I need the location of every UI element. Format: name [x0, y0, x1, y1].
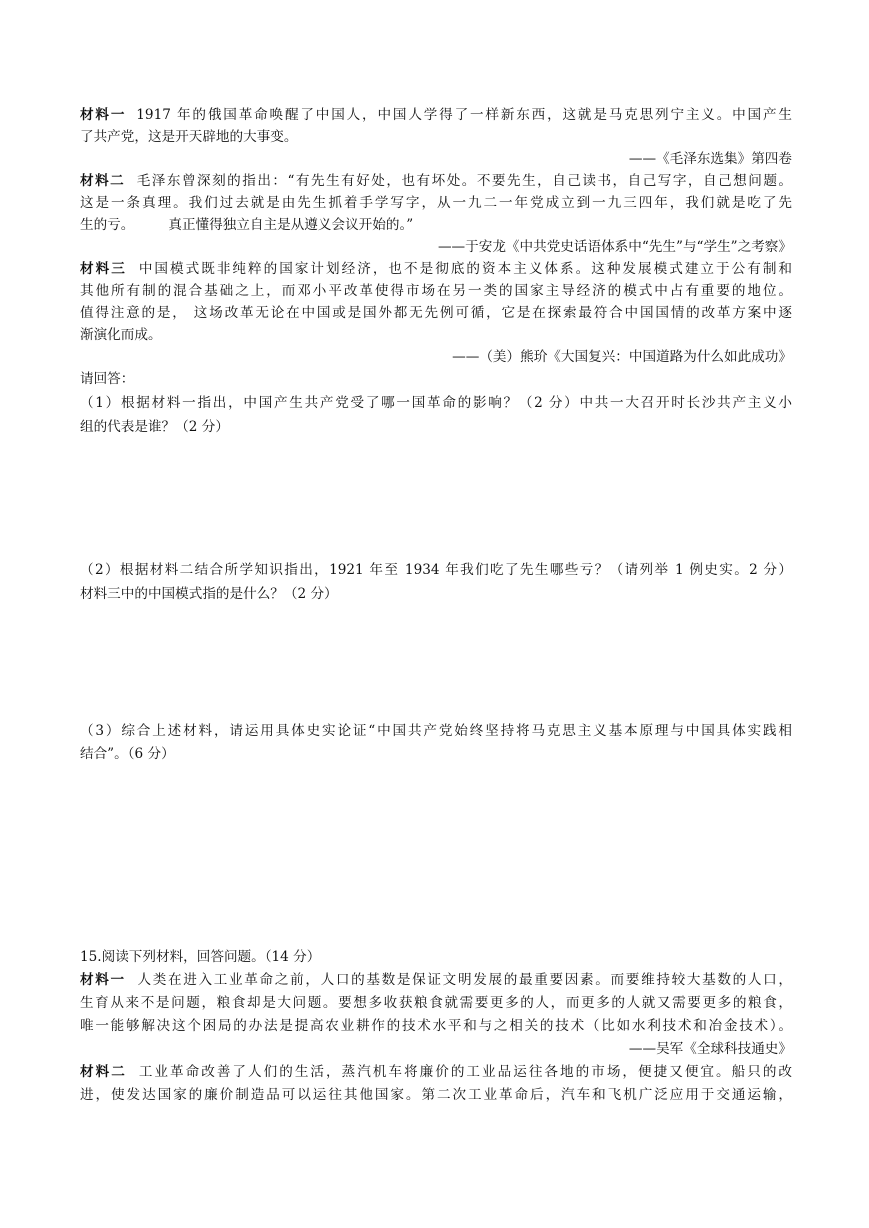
material-3-line-4: 渐演化而成。 [80, 327, 162, 343]
question-2-line-1: （2）根据材料二结合所学知识指出，1921 年至 1934 年我们吃了先生哪些亏？（请列举 1 例史实。2 分） [80, 562, 792, 578]
q15-material-2-line-2: 进，使发达国家的廉价制造品可以运往其他国家。第二次工业革命后，汽车和飞机广泛应用于交通运输， [80, 1087, 792, 1103]
material-2-text-3b: 真正懂得独立自主是从遵义会议开始的。” [168, 217, 414, 233]
question-1-line-1: （1）根据材料一指出，中国产生共产党受了哪一国革命的影响？（2 分）中共一大召开时长沙共产主义小 [80, 395, 792, 411]
material-3-line-3: 值得注意的是， 这场改革无论在中国或是国外都无先例可循，它是在探索最符合中国国情的改革方案中逐 [80, 305, 792, 321]
material-3-line-1 [80, 258, 792, 280]
material-2-label: 材料二 [80, 173, 126, 189]
material-1-label: 材料一 [80, 107, 127, 123]
material-2-line-3 [80, 214, 792, 236]
q15-material-2-line-1 [80, 1061, 792, 1083]
material-1-line-2: 了共产党，这是开天辟地的大事变。 [80, 129, 298, 145]
q15-material-1-label: 材料一 [80, 972, 126, 988]
question-3-line-2: 结合”。（6 分） [80, 746, 175, 762]
material-1-text-1: 1917 年的俄国革命唤醒了中国人，中国人学得了一样新东西，这就是马克思列宁主义。中国产生 [136, 107, 792, 123]
material-2-line-1 [80, 170, 792, 192]
material-2-line-2: 这是一条真理。我们过去就是由先生抓着手学写字，从一九二一年党成立到一九三四年，我们就是吃了先 [80, 195, 792, 211]
question-1-line-2: 组的代表是谁？（2 分） [80, 419, 229, 435]
q15-material-1-line-2: 生育从来不是问题，粮食却是大问题。要想多收获粮食就需要更多的人，而更多的人就又需要更多的粮食， [80, 995, 792, 1011]
material-3-line-2: 其他所有制的混合基础之上，而邓小平改革使得市场在另一类的国家主导经济的模式中占有重要的地位。 [80, 283, 792, 299]
material-1-line-1 [80, 104, 792, 126]
material-3-source: ——（美）熊玠《大国复兴：中国道路为什么如此成功》 [452, 349, 792, 365]
material-3-label: 材料三 [80, 261, 127, 277]
q15-material-1-text-1: 人类在进入工业革命之前，人口的基数是保证文明发展的最重要因素。而要维持较大基数的人口， [135, 972, 793, 988]
q15-material-2-text-1: 工业革命改善了人们的生活，蒸汽机车将廉价的工业品运往各地的市场，便捷又便宜。船只的改 [136, 1064, 793, 1080]
q15-material-1-source: ——吴军《全球科技通史》 [628, 1041, 792, 1057]
question-15-title: 15.阅读下列材料，回答问题。（14 分） [80, 949, 321, 965]
question-3-line-1: （3）综合上述材料，请运用具体史实论证“中国共产党始终坚持将马克思主义基本原理与中国具体实践相 [80, 723, 792, 739]
q15-material-1-line-1 [80, 969, 792, 991]
material-3-text-1: 中国模式既非纯粹的国家计划经济，也不是彻底的资本主义体系。这种发展模式建立于公有制和 [136, 261, 793, 277]
material-1-source: ——《毛泽东选集》第四卷 [628, 151, 792, 167]
answer-prompt: 请回答： [80, 371, 135, 387]
material-2-text-3a: 生的亏。 [80, 217, 135, 233]
question-2-line-2: 材料三中的中国模式指的是什么？（2 分） [80, 586, 338, 602]
material-2-text-1: 毛泽东曾深刻的指出：“有先生有好处，也有坏处。不要先生，自己读书，自己写字，自己想问题。 [135, 173, 792, 189]
material-2-source: ——于安龙《中共党史话语体系中“先生”与“学生”之考察》 [437, 239, 792, 255]
q15-material-1-line-3: 唯一能够解决这个困局的办法是提高农业耕作的技术水平和与之相关的技术（比如水利技术和冶金技术）。 [80, 1018, 792, 1034]
q15-material-2-label: 材料二 [80, 1064, 127, 1080]
